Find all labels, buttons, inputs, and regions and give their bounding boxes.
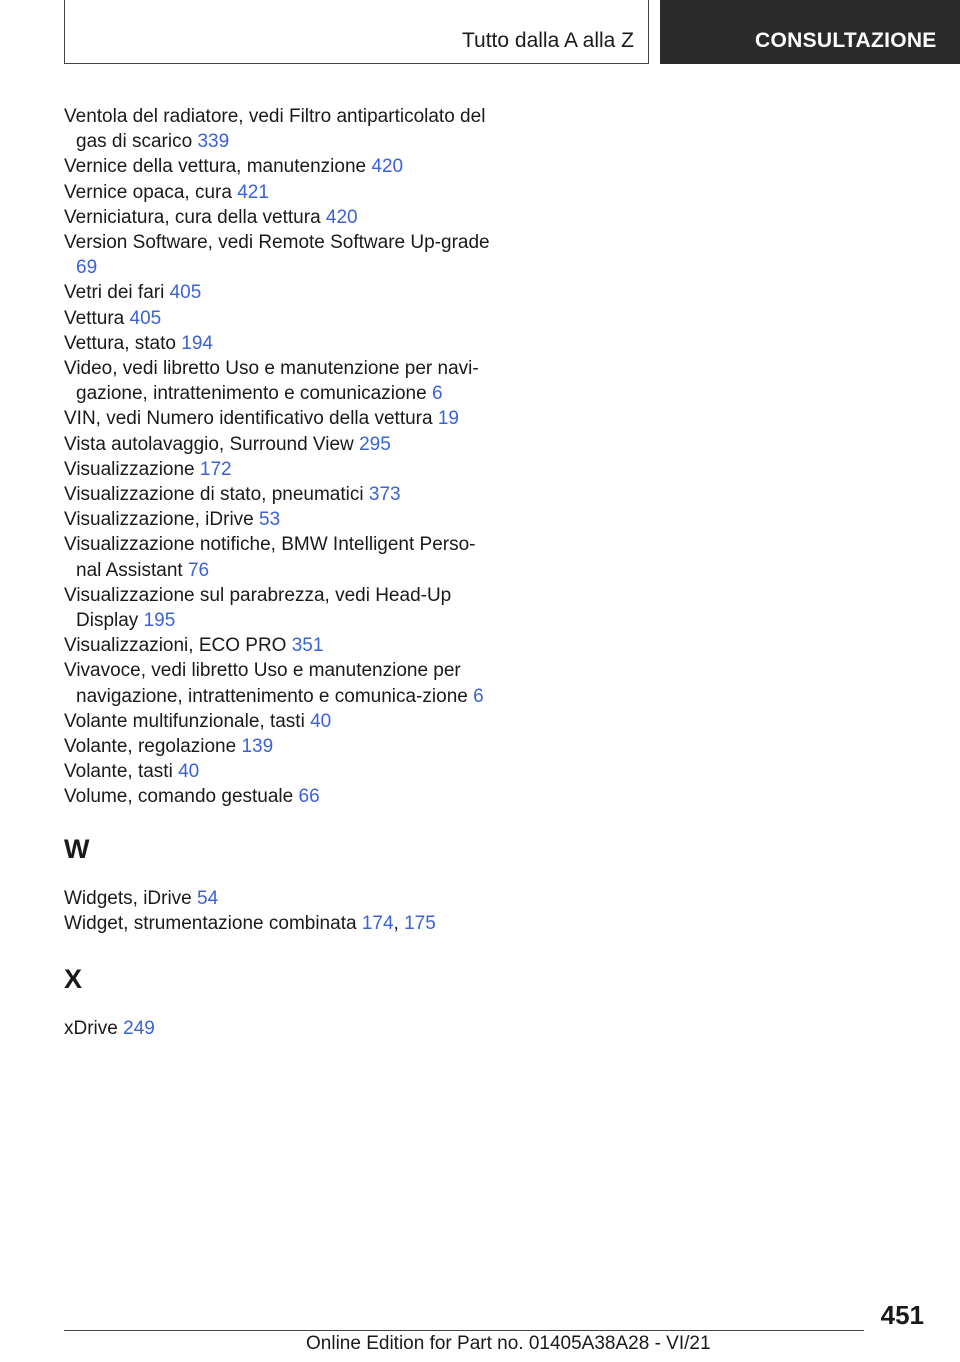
index-entry-text: Visualizzazione di stato, pneumatici [64,484,364,506]
index-entry-text: Vernice della vettura, manutenzione [64,156,367,178]
index-entry-text: Volante, tasti [64,761,173,783]
index-entry [64,457,494,482]
index-entry: Widget, strumentazione combinata 174, 175 [64,912,436,934]
index-entry [64,331,494,356]
index-group-w [64,886,494,936]
index-entry-text: Visualizzazioni, ECO PRO [64,635,287,657]
index-entry [64,709,494,734]
page-ref-link[interactable]: 339 [197,131,230,153]
index-entry [64,583,494,633]
page-ref-link[interactable]: 19 [437,408,459,430]
page-ref-link[interactable]: 194 [181,332,213,354]
page-ref-link[interactable]: 172 [199,458,232,480]
index-entry [64,658,494,708]
index-entry-text: Vetri dei fari [64,282,165,304]
index-entry-text: VIN, vedi Numero identificativo della vettura [64,408,433,430]
header-box [64,0,649,64]
page-ref-link[interactable]: 40 [310,710,332,732]
index-entry-text: Volume, comando gestuale [64,786,294,808]
index-entry [64,734,494,759]
index-entry-text: Volante, regolazione [64,736,237,758]
page-ref-link[interactable]: 174 [361,912,394,934]
index-entry-text: Vivavoce, vedi libretto Uso e manutenzione per navigazione, intrattenimento e comunica-zione [64,660,468,707]
page-ref-link[interactable]: 76 [187,559,210,581]
index-entry [64,759,494,784]
index-entry-text: Visualizzazione sul parabrezza, vedi Head-Up Display [64,584,452,632]
page-ref-link[interactable]: 54 [197,887,219,909]
footer-divider [64,1330,864,1331]
page-ref-link[interactable]: 6 [473,685,484,707]
page-ref-link[interactable]: 295 [359,433,391,455]
page-ref-link[interactable]: 6 [431,383,443,405]
index-entry [64,432,494,457]
page-ref-link[interactable]: 405 [169,282,202,304]
index-entry [64,633,494,658]
index-entry [64,104,494,154]
index-entry [64,356,494,406]
index-entry-text: Visualizzazione [64,458,195,480]
index-entry [64,280,494,305]
index-entry-text: Ventola del radiatore, vedi Filtro antiparticolato del gas di scarico [64,106,486,153]
index-entry [64,886,494,911]
index-entry-text: Visualizzazione notifiche, BMW Intelligent Perso-nal Assistant [64,534,476,581]
index-entry-text: Version Software, vedi Remote Software Up-grade [64,232,490,254]
page-ref-link[interactable]: 175 [404,912,436,934]
page-ref-link[interactable]: 40 [178,761,200,783]
page-ref-link[interactable]: 421 [237,181,269,203]
page-ref-link[interactable]: 53 [259,509,281,531]
index-letter-x: X [64,964,83,995]
index-entry [64,180,494,205]
index-entry-text: Vettura [64,307,125,329]
section-title: CONSULTAZIONE [755,29,937,52]
page-ref-link[interactable]: 351 [291,635,324,657]
footer-edition: Online Edition for Part no. 01405A38A28 - VI/21 [306,1333,711,1354]
page-ref-link[interactable]: 195 [143,610,176,632]
index-entry-text: Video, vedi libretto Uso e manutenzione per navi-gazione, intrattenimento e comunicazione [64,358,479,405]
index-entry-text: Vista autolavaggio, Surround View [64,433,354,455]
index-column [64,104,494,1041]
index-entry-text: Widgets, iDrive [64,887,192,909]
index-entry [64,1016,494,1041]
page-ref-link[interactable]: 405 [129,307,162,329]
index-entry-text: xDrive [64,1018,118,1040]
page-ref-link[interactable]: 139 [241,736,274,758]
page-ref-link[interactable]: 373 [368,484,401,506]
index-entry-text: Visualizzazione, iDrive [64,509,254,531]
page-ref-link[interactable]: 69 [76,257,98,279]
index-entry [64,507,494,532]
index-entry-text: Volante multifunzionale, tasti [64,710,305,732]
index-group-x [64,1016,494,1041]
index-entry [64,306,494,331]
index-entry-text: Verniciatura, cura della vettura [64,206,321,228]
index-entry-text: Widget, strumentazione combinata [64,912,357,934]
index-entry [64,205,494,230]
index-entry [64,406,494,431]
page-ref-link[interactable]: 420 [371,156,404,178]
page-ref-link[interactable]: 249 [123,1018,155,1040]
index-entry [64,154,494,179]
index-entry [64,482,494,507]
page-ref-link[interactable]: 66 [298,786,320,808]
index-entry [64,532,494,582]
index-group-v [64,104,494,810]
page-ref-link[interactable]: 420 [325,206,358,228]
index-entry [64,784,494,809]
index-letter-w: W [64,833,90,864]
index-entry-text: Vernice opaca, cura [64,181,232,203]
page-number: 451 [880,1300,924,1330]
index-entry [64,230,494,280]
header-title: Tutto dalla A alla Z [462,29,634,52]
index-entry-text: Vettura, stato [64,332,176,354]
